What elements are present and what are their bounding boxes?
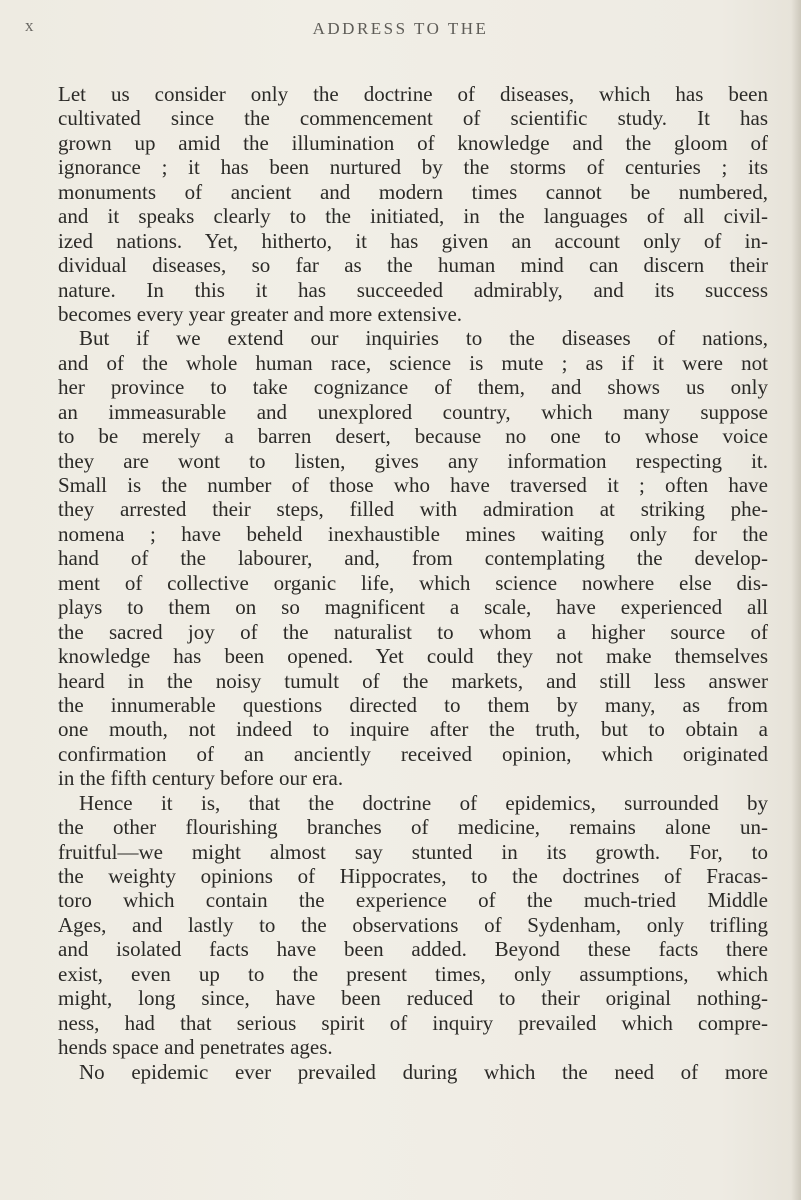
text-line: But if we extend our inquiries to the diseases of nations,	[79, 326, 768, 351]
text-line: the weighty opinions of Hippocrates, to the doctrines of Fracas-	[58, 864, 768, 888]
text-line: exist, even up to the present times, only assumptions, which	[58, 961, 768, 986]
text-line: Hence it is, that the doctrine of epidemics, surrounded by	[79, 790, 768, 815]
text-line: and it speaks clearly to the initiated, in the languages of all civil-	[58, 204, 768, 229]
text-line: fruitful—we might almost say stunted in its growth. For, to	[58, 839, 768, 864]
text-line: Ages, and lastly to the observations of Sydenham, only trifling	[58, 912, 768, 937]
text-line: in the fifth century before our era.	[58, 766, 344, 791]
text-line: cultivated since the commencement of scientific study. It has	[58, 106, 768, 131]
text-line: confirmation of an anciently received opinion, which originated	[58, 741, 768, 766]
text-line: and of the whole human race, science is mute ; as if it were not	[58, 350, 768, 375]
text-line: heard in the noisy tumult of the markets, and still less answer	[58, 668, 768, 693]
text-line: ignorance ; it has been nurtured by the storms of centuries ; its	[58, 155, 768, 180]
text-line: to be merely a barren desert, because no one to whose voice	[58, 424, 768, 449]
text-line: and isolated facts have been added. Beyond these facts there	[58, 937, 768, 962]
text-line: might, long since, have been reduced to their original nothing-	[58, 986, 768, 1011]
text-line: an immeasurable and unexplored country, which many suppose	[58, 399, 768, 424]
text-line: one mouth, not indeed to inquire after the truth, but to obtain a	[58, 717, 768, 742]
text-line: her province to take cognizance of them, and shows us only	[58, 375, 768, 400]
text-line: monuments of ancient and modern times cannot be numbered,	[58, 179, 768, 204]
text-line: becomes every year greater and more extensive.	[58, 301, 463, 326]
text-line: No epidemic ever prevailed during which the need of more	[79, 1059, 768, 1084]
text-line: Let us consider only the doctrine of diseases, which has been	[58, 82, 768, 106]
text-line: nomena ; have beheld inexhaustible mines waiting only for the	[58, 521, 768, 546]
text-line: ment of collective organic life, which science nowhere else dis-	[58, 570, 768, 595]
text-line: nature. In this it has succeeded admirably, and its success	[58, 277, 768, 302]
page-edge-shadow	[791, 0, 801, 1200]
text-line: the innumerable questions directed to them by many, as from	[58, 692, 768, 717]
text-line: ized nations. Yet, hitherto, it has given an account only of in-	[58, 228, 768, 253]
text-line: they are wont to listen, gives any information respecting it.	[58, 448, 768, 473]
text-line: plays to them on so magnificent a scale, have experienced all	[58, 595, 768, 620]
text-line: they arrested their steps, filled with admiration at striking phe-	[58, 497, 768, 522]
text-line: ness, had that serious spirit of inquiry prevailed which compre-	[58, 1010, 768, 1035]
text-line: hends space and penetrates ages.	[58, 1035, 333, 1060]
text-line: knowledge has been opened. Yet could they not make themselves	[58, 644, 768, 669]
text-line: Small is the number of those who have traversed it ; often have	[58, 473, 768, 497]
text-line: grown up amid the illumination of knowledge and the gloom of	[58, 130, 768, 155]
page-number: x	[25, 16, 34, 35]
text-line: hand of the labourer, and, from contemplating the develop-	[58, 546, 768, 571]
body-text	[58, 82, 768, 1084]
text-line: toro which contain the experience of the much-tried Middle	[58, 888, 768, 913]
running-head: ADDRESS TO THE	[312, 19, 489, 38]
text-line: the other flourishing branches of medicine, remains alone un-	[58, 815, 768, 840]
text-line: the sacred joy of the naturalist to whom a higher source of	[58, 619, 768, 644]
text-line: dividual diseases, so far as the human mind can discern their	[58, 253, 768, 278]
